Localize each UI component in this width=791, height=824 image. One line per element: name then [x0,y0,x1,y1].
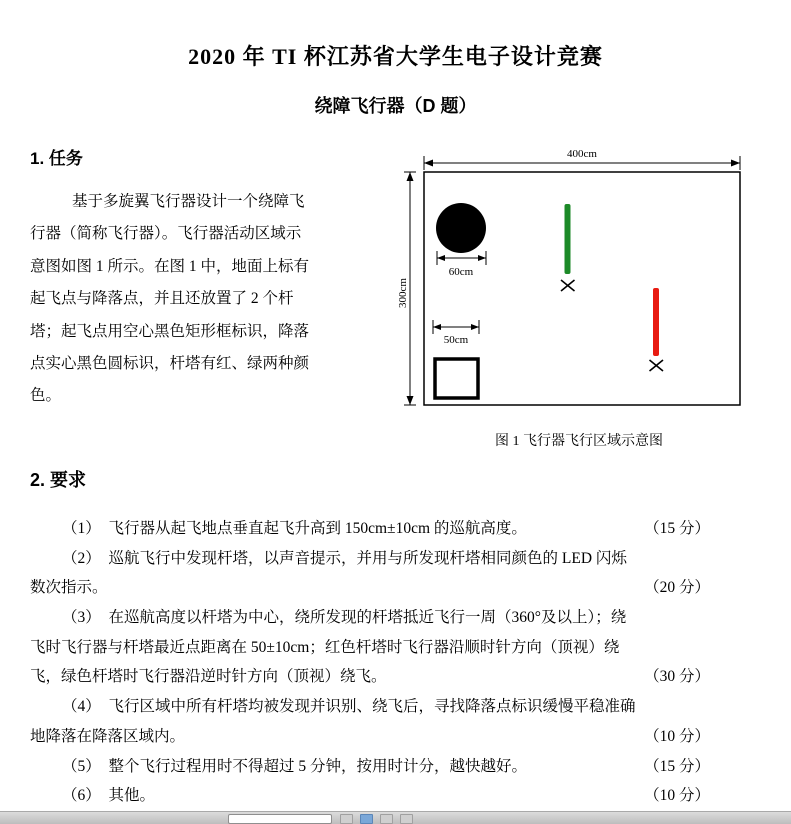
toolbar-button[interactable] [340,814,353,824]
height-dimension-label: 300cm [398,278,409,308]
requirement-text: （3） 在巡航高度以杆塔为中心，绕所发现的杆塔抵近飞行一周（360°及以上）；绕 [62,609,627,627]
requirement-score: （20 分） [644,579,710,597]
figure-svg [398,144,760,436]
red-pole-x-marker [650,360,664,371]
requirement-text: 飞，绿色杆塔时飞行器沿逆时针方向（顶视）绕飞。 [30,668,387,686]
requirement-line [30,573,710,603]
requirement-line [30,722,710,752]
requirement-score: （10 分） [644,727,710,745]
dimension-arrowheads [407,160,741,406]
green-pole-x-marker [561,280,575,291]
requirement-text: （4） 飞行区域中所有杆塔均被发现并识别、绕飞后，寻找降落点标识缓慢平稳准确 [62,698,636,716]
requirement-score: （30 分） [644,668,710,686]
paragraph-line: 意图如图 1 所示。在图 1 中，地面上标有 [30,257,310,275]
dimension-lines [404,156,740,405]
requirement-score: （15 分） [644,757,710,775]
requirement-line [30,603,710,633]
toolbar-button[interactable] [380,814,393,824]
paragraph-line: 塔；起飞点用空心黑色矩形框标识，降落 [30,322,310,340]
paragraph-line: 基于多旋翼飞行器设计一个绕障飞 [72,193,305,210]
requirement-line [30,781,710,811]
requirement-line [30,752,710,782]
requirement-text: 数次指示。 [30,579,108,597]
red-pole [653,288,659,356]
document-subtitle: 绕障飞行器（D 题） [314,96,477,116]
paragraph-line: 行器（简称飞行器）。飞行器活动区域示 [30,225,302,243]
section-heading-task: 1. 任务 [30,149,83,168]
page-input[interactable] [228,814,332,824]
paragraph-line: 色。 [30,387,62,405]
requirement-text: （2） 巡航飞行中发现杆塔，以声音提示，并用与所发现杆塔相同颜色的 LED 闪烁 [62,549,627,567]
paragraph-line: 起飞点与降落点，并且还放置了 2 个杆 [30,290,294,308]
requirements-list [30,514,710,811]
takeoff-square [435,359,478,398]
requirement-text: （1） 飞行器从起飞地点垂直起飞升高到 150cm±10cm 的巡航高度。 [62,520,527,537]
requirement-line [30,662,710,692]
requirement-text: （5） 整个飞行过程用时不得超过 5 分钟，按用时计分，越快越好。 [62,757,528,775]
section-heading-requirements: 2. 要求 [30,470,87,490]
flight-area-figure [398,144,760,436]
requirement-line [30,514,710,544]
requirement-text: 地降落在降落区域内。 [30,727,186,745]
requirement-line [30,633,710,663]
requirement-text: （6） 其他。 [62,787,156,805]
requirement-line [30,544,710,574]
toolbar-button[interactable] [360,814,373,824]
requirement-score: （10 分） [644,787,710,805]
bottom-toolbar [0,811,791,824]
toolbar-button[interactable] [400,814,413,824]
requirement-score: （15 分） [644,520,710,537]
requirement-text: 飞时飞行器与杆塔最近点距离在 50±10cm；红色杆塔时飞行器沿顺时针方向（顶视）绕 [30,638,620,656]
task-paragraph [30,186,404,413]
document-title: 2020 年 TI 杯江苏省大学生电子设计竞赛 [188,44,603,69]
requirement-line [30,692,710,722]
width-dimension-label: 400cm [567,148,597,160]
landing-point-circle [436,203,486,253]
circle-dimension-label: 60cm [448,266,474,278]
green-pole [565,204,571,274]
figure-caption: 图 1 飞行器飞行区域示意图 [495,434,663,449]
paragraph-line: 点实心黑色圆标识，杆塔有红、绿两种颜 [30,355,310,373]
square-dimension-label: 50cm [443,334,469,346]
